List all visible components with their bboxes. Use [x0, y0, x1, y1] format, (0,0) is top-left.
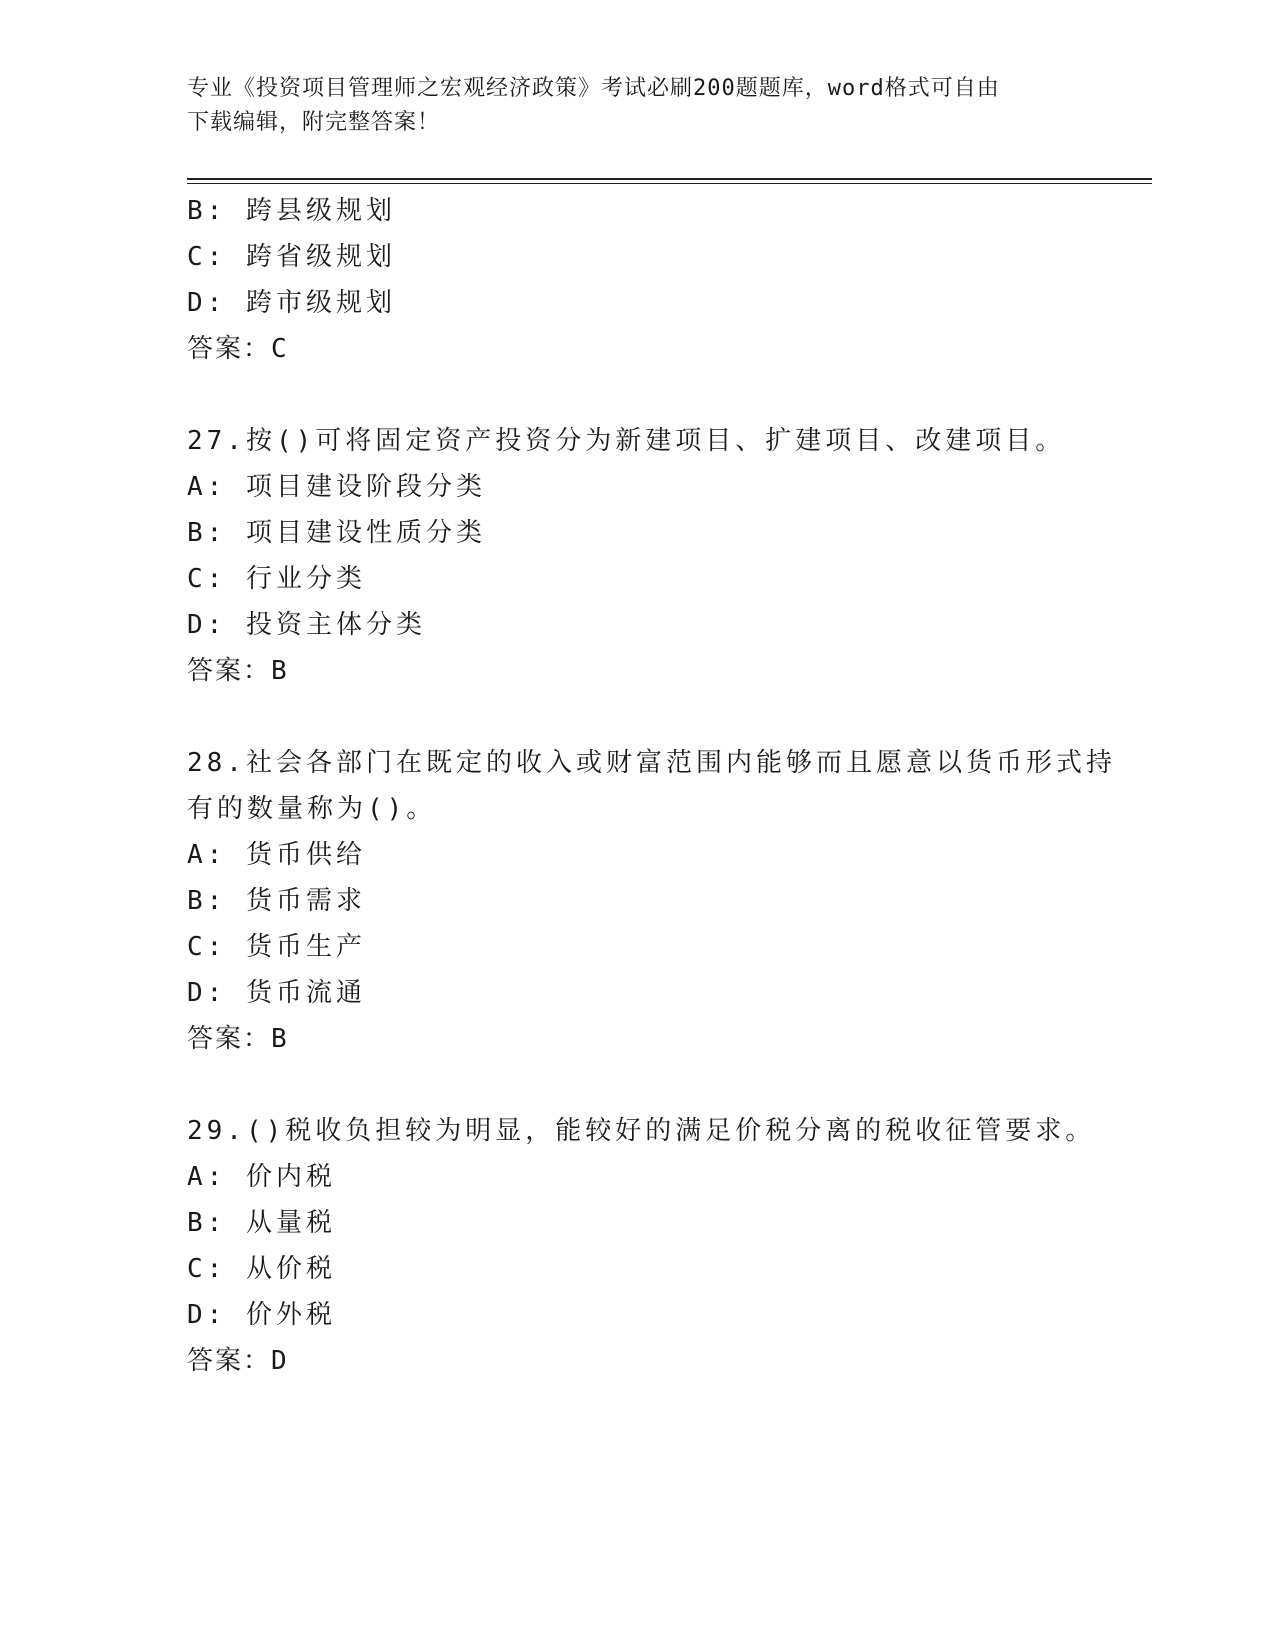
header-line-2: 下载编辑，附完整答案！ — [187, 110, 441, 135]
header-line-1: 专业《投资项目管理师之宏观经济政策》考试必刷200题题库，word格式可自由 — [187, 76, 1000, 101]
option-d: D: 投资主体分类 — [187, 610, 426, 640]
question-28 — [187, 740, 1116, 1062]
spacer — [187, 1062, 1087, 1108]
header-divider-thin — [187, 183, 1152, 184]
option-c: C: 货币生产 — [187, 932, 366, 962]
option-a: A: 价内税 — [187, 1162, 336, 1192]
answer-line: 答案：C — [187, 334, 289, 364]
answer-line: 答案：B — [187, 656, 289, 686]
option-b: B: 项目建设性质分类 — [187, 518, 486, 548]
question-stem-line-1: 28.社会各部门在既定的收入或财富范围内能够而且愿意以货币形式持 — [187, 748, 1116, 778]
spacer — [187, 372, 1087, 418]
question-stem-line-2: 有的数量称为()。 — [187, 794, 437, 824]
option-c: C: 跨省级规划 — [187, 242, 396, 272]
option-b: B: 跨县级规划 — [187, 196, 396, 226]
spacer — [187, 694, 1087, 740]
question-29 — [187, 1108, 1096, 1384]
header-divider-thick — [187, 178, 1152, 180]
answer-line: 答案：B — [187, 1024, 289, 1054]
question-list — [187, 188, 1116, 1384]
option-d: D: 跨市级规划 — [187, 288, 396, 318]
question-27 — [187, 418, 1087, 694]
option-b: B: 货币需求 — [187, 886, 366, 916]
option-a: A: 项目建设阶段分类 — [187, 472, 486, 502]
question-stem: 27.按()可将固定资产投资分为新建项目、扩建项目、改建项目。 — [187, 426, 1066, 456]
option-c: C: 行业分类 — [187, 564, 366, 594]
option-d: D: 货币流通 — [187, 978, 366, 1008]
question-26-continuation — [187, 188, 1087, 372]
answer-line: 答案：D — [187, 1346, 289, 1376]
option-a: A: 货币供给 — [187, 840, 366, 870]
question-stem: 29.()税收负担较为明显，能较好的满足价税分离的税收征管要求。 — [187, 1116, 1096, 1146]
document-header — [187, 72, 1067, 140]
option-d: D: 价外税 — [187, 1300, 336, 1330]
option-b: B: 从量税 — [187, 1208, 336, 1238]
option-c: C: 从价税 — [187, 1254, 336, 1284]
